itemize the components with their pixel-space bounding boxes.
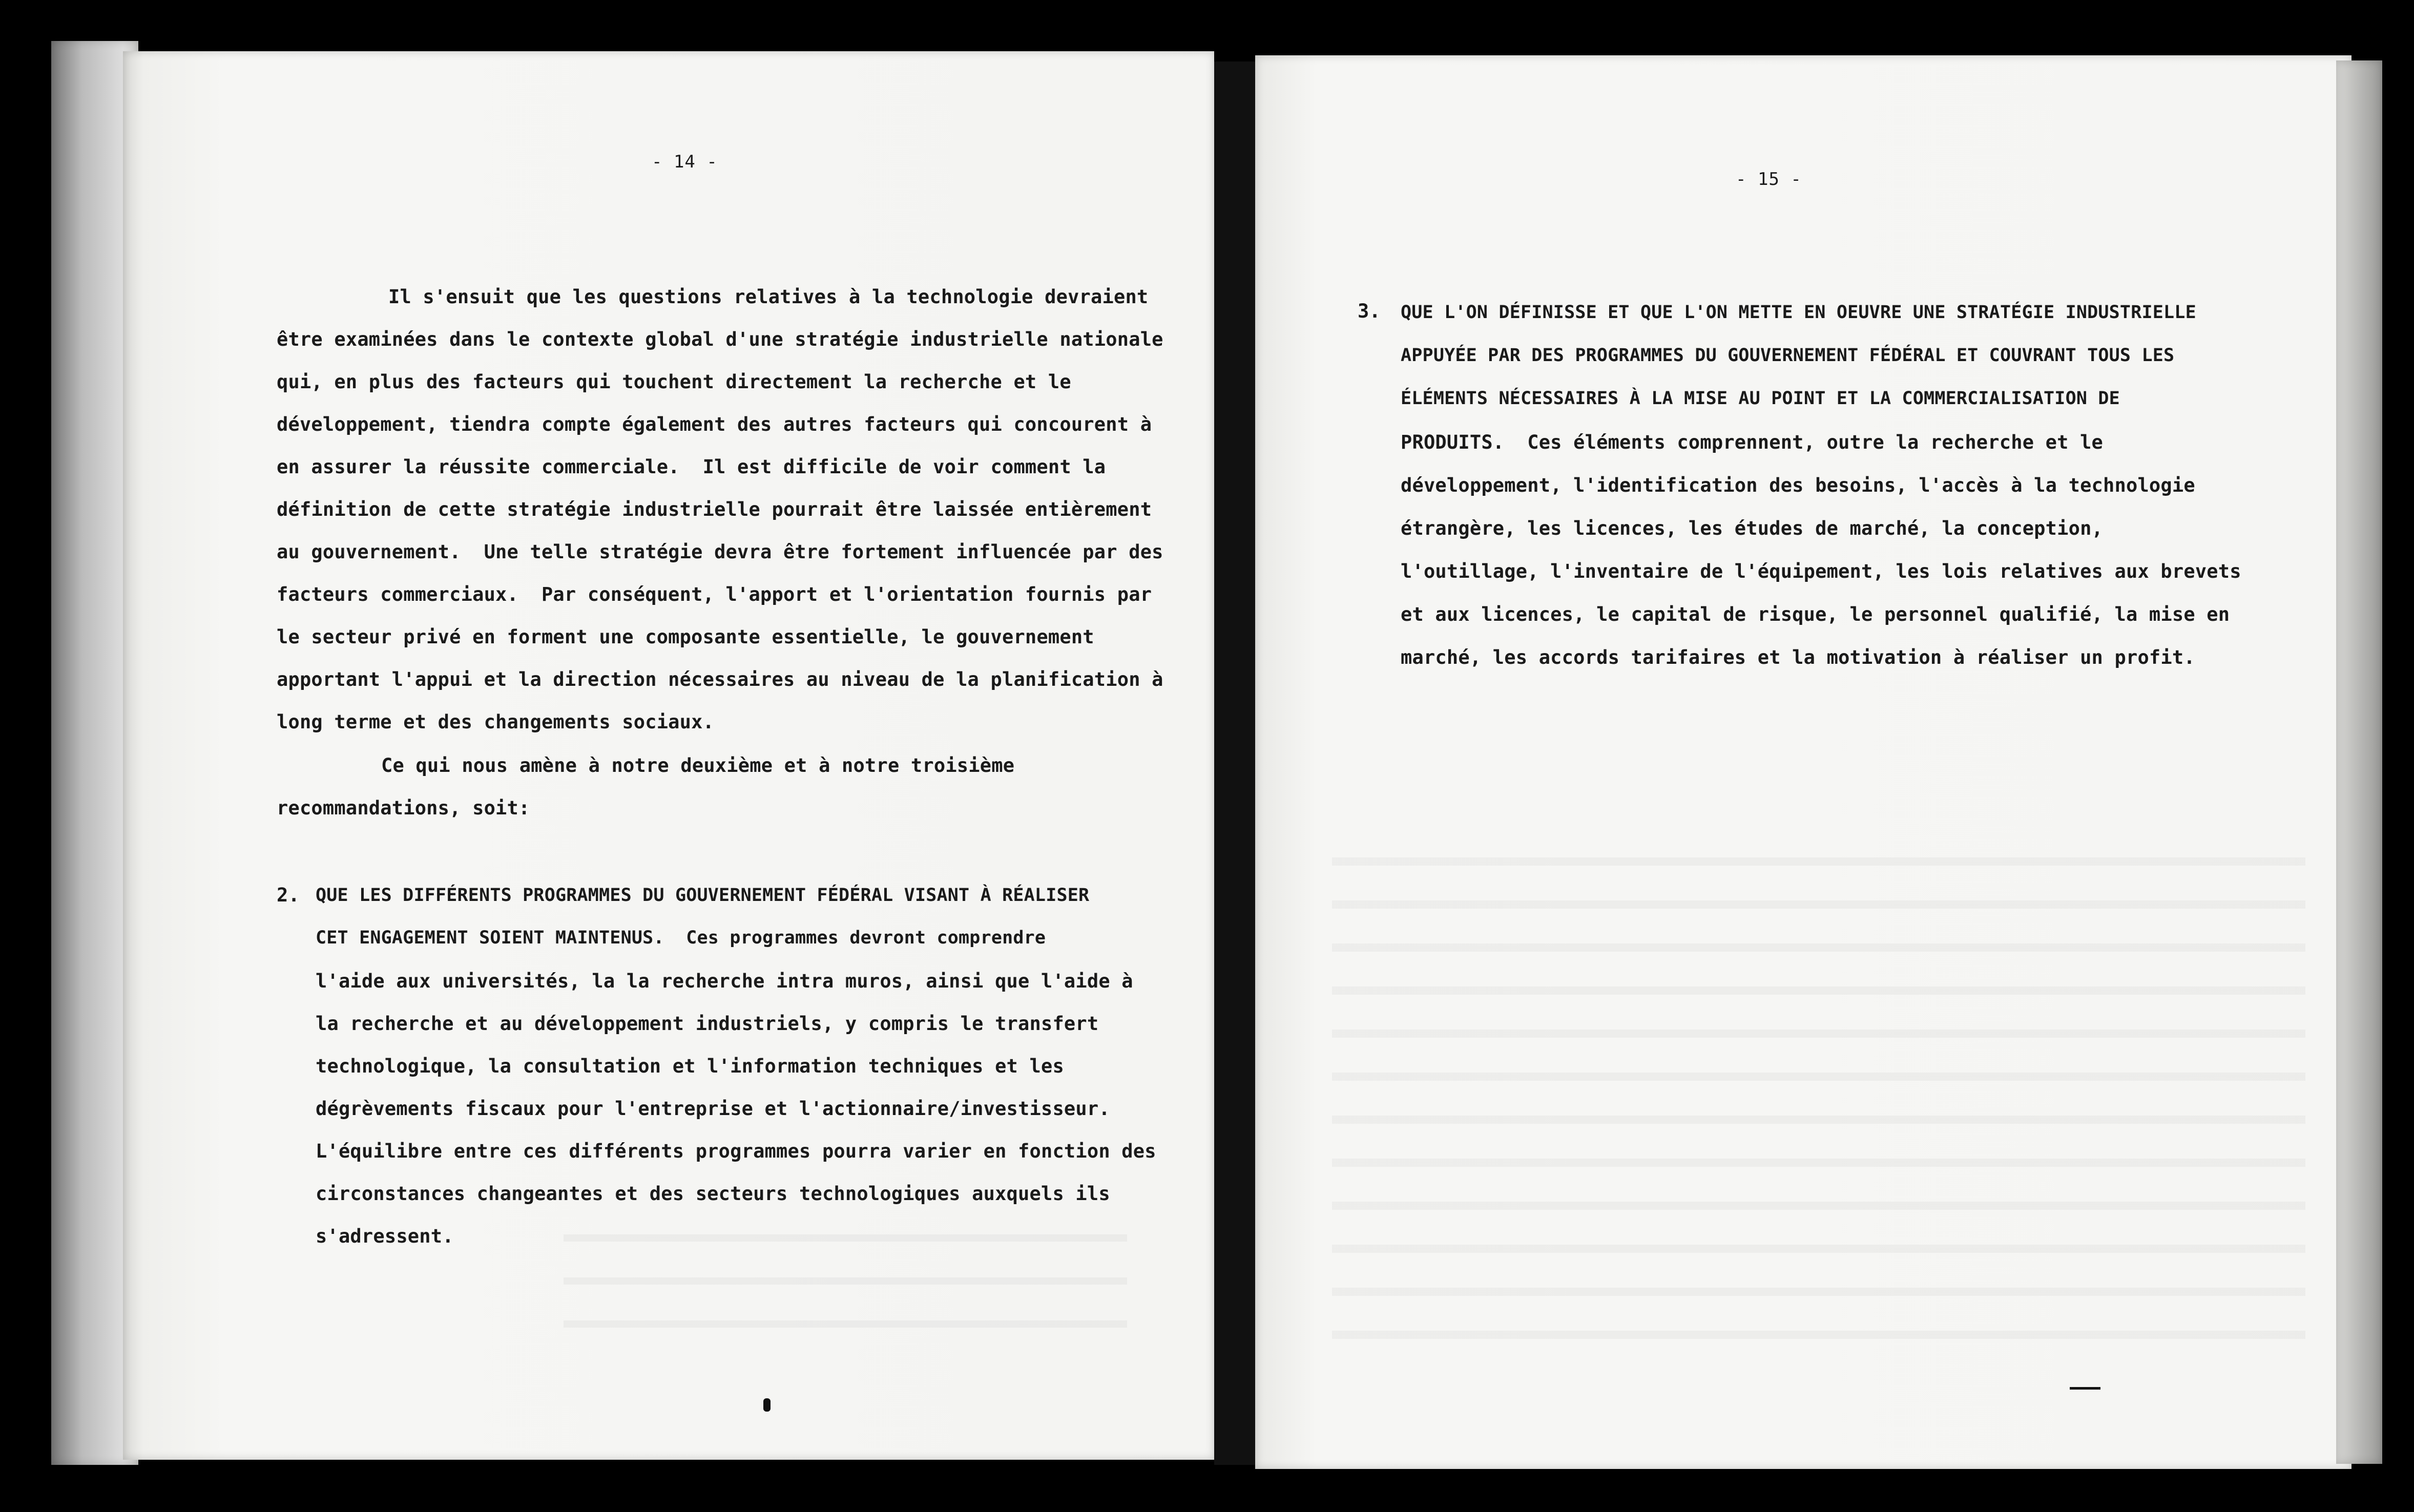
text-line: au gouvernement. Une telle stratégie devra être fortement influencée par des xyxy=(277,541,1163,563)
text-line: définition de cette stratégie industrielle pourrait être laissée entièrement xyxy=(277,498,1152,520)
ink-speck xyxy=(2070,1387,2100,1390)
text-line: dégrèvements fiscaux pour l'entreprise et l'actionnaire/investisseur. xyxy=(316,1098,1110,1120)
text-line: QUE LES DIFFÉRENTS PROGRAMMES DU GOUVERNEMENT FÉDÉRAL VISANT À RÉALISER xyxy=(316,885,1090,906)
text-line: l'outillage, l'inventaire de l'équipement, les lois relatives aux brevets xyxy=(1401,560,2241,582)
text-line: facteurs commerciaux. Par conséquent, l'apport et l'orientation fournis par xyxy=(277,583,1152,605)
text-line: apportant l'appui et la direction nécessaires au niveau de la planification à xyxy=(277,668,1163,690)
text-line: en assurer la réussite commerciale. Il est difficile de voir comment la xyxy=(277,456,1106,478)
text-line: être examinées dans le contexte global d'une stratégie industrielle nationale xyxy=(277,328,1163,350)
text-line: qui, en plus des facteurs qui touchent directement la recherche et le xyxy=(277,371,1071,393)
right-page-underlayer xyxy=(2336,60,2382,1464)
text-line: recommandations, soit: xyxy=(277,797,530,819)
list-number: 2. xyxy=(277,884,300,906)
text-line: développement, l'identification des besoins, l'accès à la technologie xyxy=(1401,474,2195,496)
text-line: ÉLÉMENTS NÉCESSAIRES À LA MISE AU POINT ET LA COMMERCIALISATION DE xyxy=(1401,388,2120,409)
text-line: circonstances changeantes et des secteurs technologiques auxquels ils xyxy=(316,1183,1110,1205)
text-line: le secteur privé en forment une composante essentielle, le gouvernement xyxy=(277,626,1094,648)
bleed-through-text-left xyxy=(564,1219,1127,1342)
text-line: Il s'ensuit que les questions relatives à la technologie devraient xyxy=(388,286,1149,308)
text-line: L'équilibre entre ces différents programmes pourra varier en fonction des xyxy=(316,1140,1156,1162)
text-line: CET ENGAGEMENT SOIENT MAINTENUS. Ces programmes devront comprendre xyxy=(316,928,1046,948)
text-line: et aux licences, le capital de risque, le personnel qualifié, la mise en xyxy=(1401,603,2230,625)
text-line: QUE L'ON DÉFINISSE ET QUE L'ON METTE EN OEUVRE UNE STRATÉGIE INDUSTRIELLE xyxy=(1401,302,2196,323)
text-line: long terme et des changements sociaux. xyxy=(277,711,715,733)
page-number-right: - 15 - xyxy=(1736,169,1802,190)
text-line: développement, tiendra compte également des autres facteurs qui concourent à xyxy=(277,413,1152,435)
ink-speck xyxy=(763,1398,771,1412)
text-line: APPUYÉE PAR DES PROGRAMMES DU GOUVERNEMENT FÉDÉRAL ET COUVRANT TOUS LES xyxy=(1401,345,2175,366)
book-gutter xyxy=(1214,61,1255,1465)
text-line: technologique, la consultation et l'information techniques et les xyxy=(316,1055,1064,1077)
text-line: la recherche et au développement industriels, y compris le transfert xyxy=(316,1013,1099,1035)
text-line: s'adressent. xyxy=(316,1225,454,1247)
text-line: étrangère, les licences, les études de marché, la conception, xyxy=(1401,517,2104,539)
text-line: marché, les accords tarifaires et la motivation à réaliser un profit. xyxy=(1401,646,2195,668)
text-line: PRODUITS. Ces éléments comprennent, outre la recherche et le xyxy=(1401,431,2104,453)
bleed-through-text xyxy=(1332,830,2305,1368)
list-number: 3. xyxy=(1358,300,1381,322)
text-line: l'aide aux universités, la la recherche intra muros, ainsi que l'aide à xyxy=(316,970,1133,992)
page-number-left: - 14 - xyxy=(652,152,718,172)
text-line: Ce qui nous amène à notre deuxième et à notre troisième xyxy=(381,754,1015,776)
